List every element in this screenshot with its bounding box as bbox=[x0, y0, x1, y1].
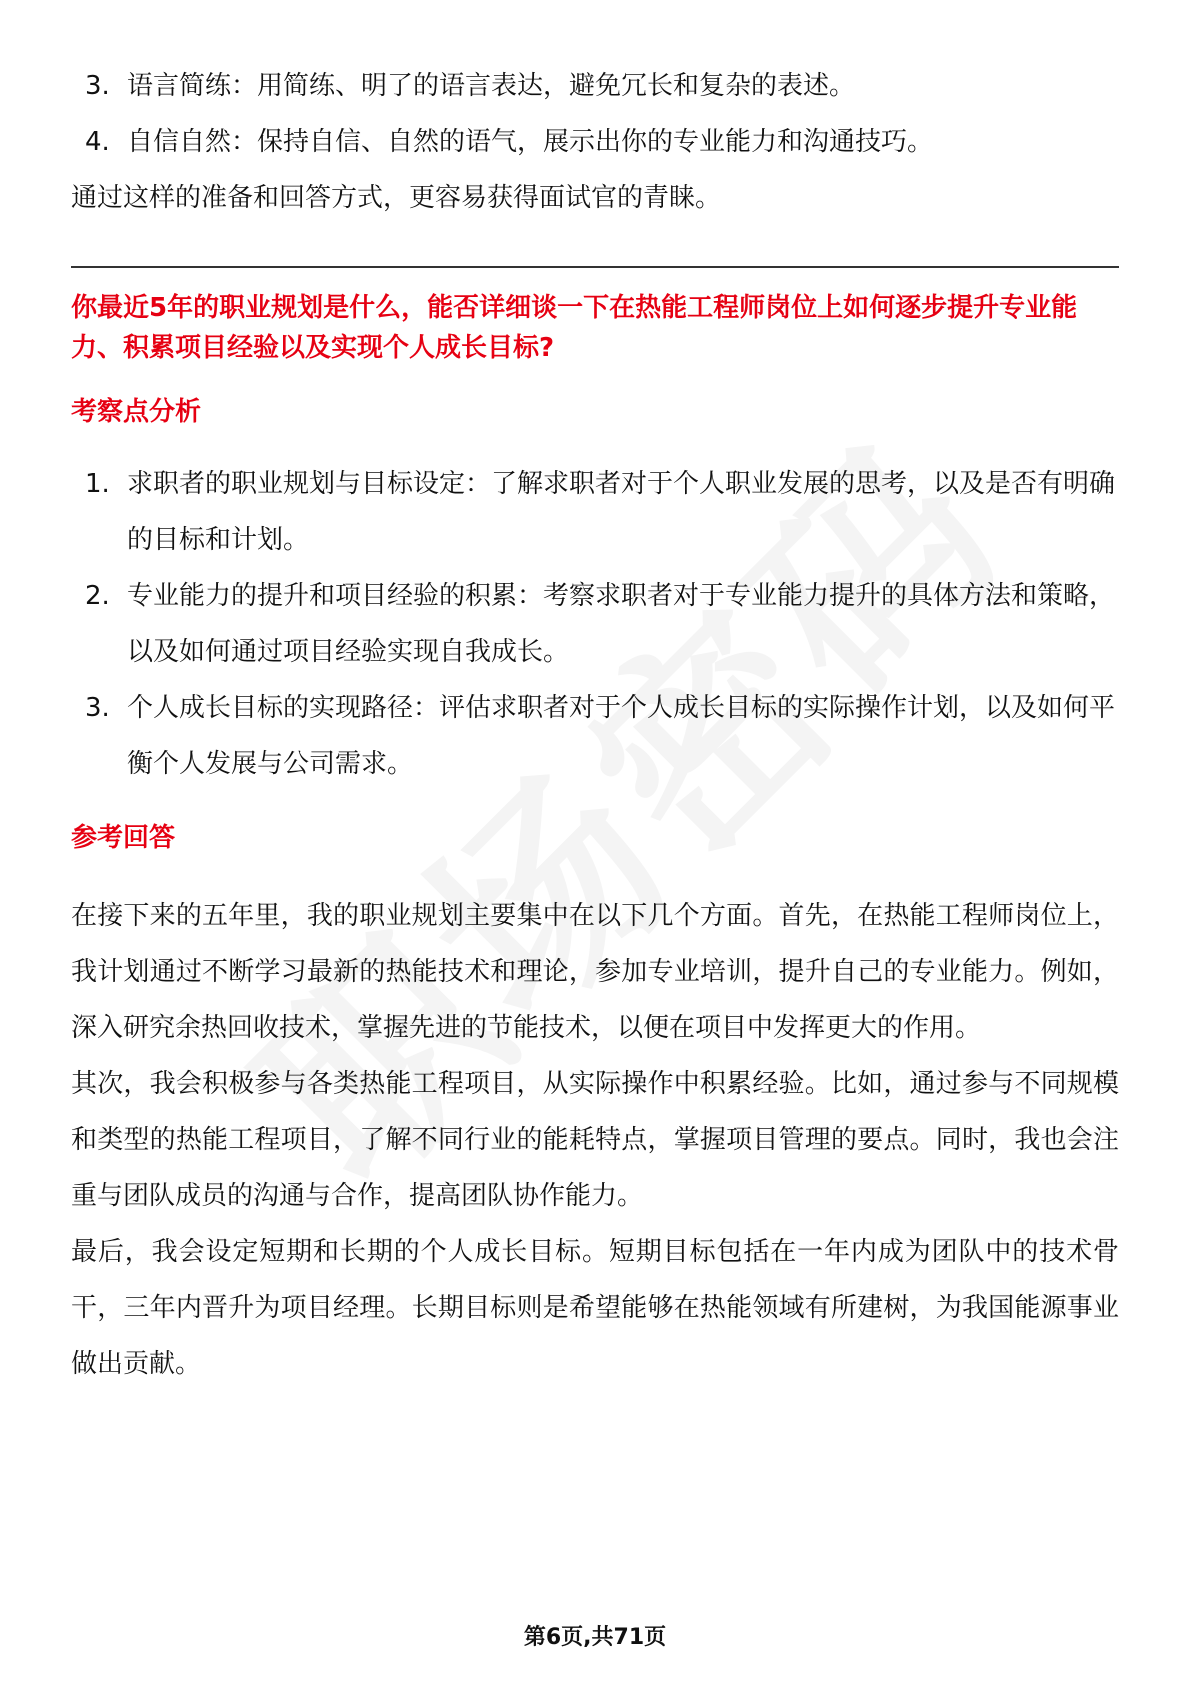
analysis-list bbox=[71, 456, 1119, 792]
answer-paragraph: 最后，我会设定短期和长期的个人成长目标。短期目标包括在一年内成为团队中的技术骨干，三年内晋升为项目经理。长期目标则是希望能够在热能领域有所建树，为我国能源事业做出贡献。 bbox=[71, 1237, 1119, 1379]
list-number: 4. bbox=[85, 127, 110, 157]
list-text: 自信自然：保持自信、自然的语气，展示出你的专业能力和沟通技巧。 bbox=[127, 127, 934, 157]
list-text: 专业能力的提升和项目经验的积累：考察求职者对于专业能力提升的具体方法和策略，以及如何通过项目经验实现自我成长。 bbox=[127, 581, 1116, 667]
answer-heading: 参考回答 bbox=[71, 823, 176, 853]
list-item bbox=[71, 568, 1119, 680]
tips-list bbox=[71, 58, 1119, 170]
list-text: 求职者的职业规划与目标设定：了解求职者对于个人职业发展的思考，以及是否有明确的目标和计划。 bbox=[127, 469, 1116, 555]
list-number: 3. bbox=[85, 693, 110, 723]
list-number: 2. bbox=[85, 581, 110, 611]
section-divider bbox=[71, 266, 1119, 268]
list-item bbox=[71, 680, 1119, 792]
closing-paragraph: 通过这样的准备和回答方式，更容易获得面试官的青睐。 bbox=[71, 183, 722, 213]
list-number: 3. bbox=[85, 71, 110, 101]
list-item bbox=[71, 58, 1119, 114]
page-content bbox=[71, 58, 1119, 1392]
list-number: 1. bbox=[85, 469, 110, 499]
answer-paragraph: 在接下来的五年里，我的职业规划主要集中在以下几个方面。首先，在热能工程师岗位上，我计划通过不断学习最新的热能技术和理论，参加专业培训，提升自己的专业能力。例如，深入研究余热回收技术，掌握先进的节能技术，以便在项目中发挥更大的作用。 bbox=[71, 901, 1119, 1043]
list-text: 个人成长目标的实现路径：评估求职者对于个人成长目标的实际操作计划，以及如何平衡个人发展与公司需求。 bbox=[127, 693, 1116, 779]
list-item bbox=[71, 114, 1119, 170]
list-item bbox=[71, 456, 1119, 568]
question-title: 你最近5年的职业规划是什么，能否详细谈一下在热能工程师岗位上如何逐步提升专业能力、积累项目经验以及实现个人成长目标? bbox=[71, 293, 1078, 363]
list-text: 语言简练：用简练、明了的语言表达，避免冗长和复杂的表述。 bbox=[127, 71, 856, 101]
page-number: 第6页,共71页 bbox=[523, 1625, 667, 1650]
analysis-heading: 考察点分析 bbox=[71, 397, 202, 427]
answer-paragraph: 其次，我会积极参与各类热能工程项目，从实际操作中积累经验。比如，通过参与不同规模和类型的热能工程项目，了解不同行业的能耗特点，掌握项目管理的要点。同时，我也会注重与团队成员的沟通与合作，提高团队协作能力。 bbox=[71, 1069, 1119, 1211]
